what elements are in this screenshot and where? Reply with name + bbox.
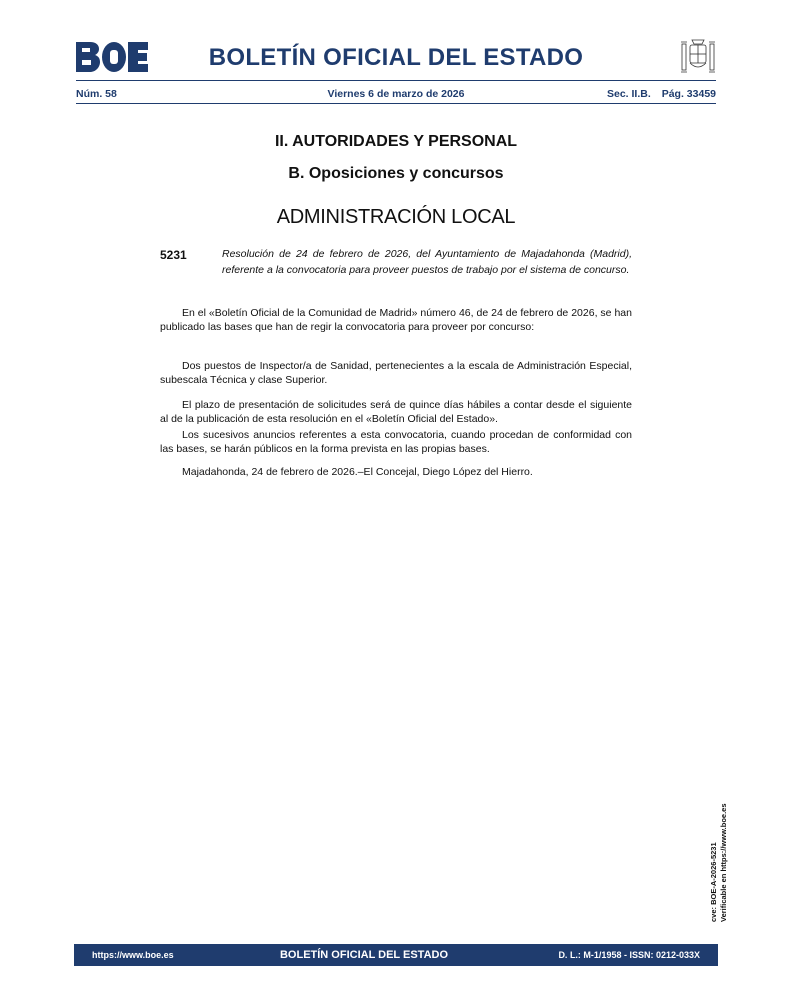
section-page-info [599, 88, 716, 100]
footer-title: BOLETÍN OFICIAL DEL ESTADO [279, 949, 449, 961]
masthead-title: BOLETÍN OFICIAL DEL ESTADO [208, 44, 584, 71]
boe-logo [76, 42, 148, 72]
footer-legal: D. L.: M-1/1958 - ISSN: 0212-033X [558, 950, 700, 960]
footer-bar [74, 944, 718, 966]
issue-date: Viernes 6 de marzo de 2026 [327, 88, 465, 100]
authority-heading: ADMINISTRACIÓN LOCAL [276, 206, 516, 228]
subsection-title: B. Oposiciones y concursos [288, 165, 504, 182]
meta-rule [76, 103, 716, 104]
item-number: 5231 [160, 248, 187, 262]
issue-number: Núm. 58 [76, 88, 117, 100]
page-ref: Pág. 33459 [661, 88, 716, 100]
body-paragraph: En el «Boletín Oficial de la Comunidad de Madrid» número 46, de 24 de febrero de 2026, se han publicado las bases que han de regir la convocatoria para proveer por concurso: [160, 307, 632, 333]
body-paragraph: Los sucesivos anuncios referentes a esta convocatoria, cuando procedan de conformidad con las bases, se harán públicos en la forma prevista en las propias bases. [160, 429, 632, 455]
signature-line: Majadahonda, 24 de febrero de 2026.–El Concejal, Diego López del Hierro. [182, 466, 533, 478]
cve-code: cve: BOE-A-2026-5231 [709, 842, 718, 922]
body-paragraph: Dos puestos de Inspector/a de Sanidad, pertenecientes a la escala de Administración Especial, subescala Técnica y clase Superior. [160, 360, 632, 386]
item-summary: Resolución de 24 de febrero de 2026, del Ayuntamiento de Majadahonda (Madrid), referente a la convocatoria para proveer puestos de trabajo por el sistema de concurso. [222, 248, 632, 276]
cve-sidebar [709, 802, 731, 922]
section-title: II. AUTORIDADES Y PERSONAL [274, 133, 518, 150]
coat-of-arms-icon [678, 36, 718, 76]
verify-link[interactable]: Verificable en https://www.boe.es [719, 803, 728, 922]
section-ref: Sec. II.B. [607, 88, 651, 100]
footer-url-link[interactable]: https://www.boe.es [92, 950, 174, 960]
body-paragraph: El plazo de presentación de solicitudes será de quince días hábiles a contar desde el siguiente al de la publicación de esta resolución en el «Boletín Oficial del Estado». [160, 399, 632, 425]
header-rule [76, 80, 716, 81]
